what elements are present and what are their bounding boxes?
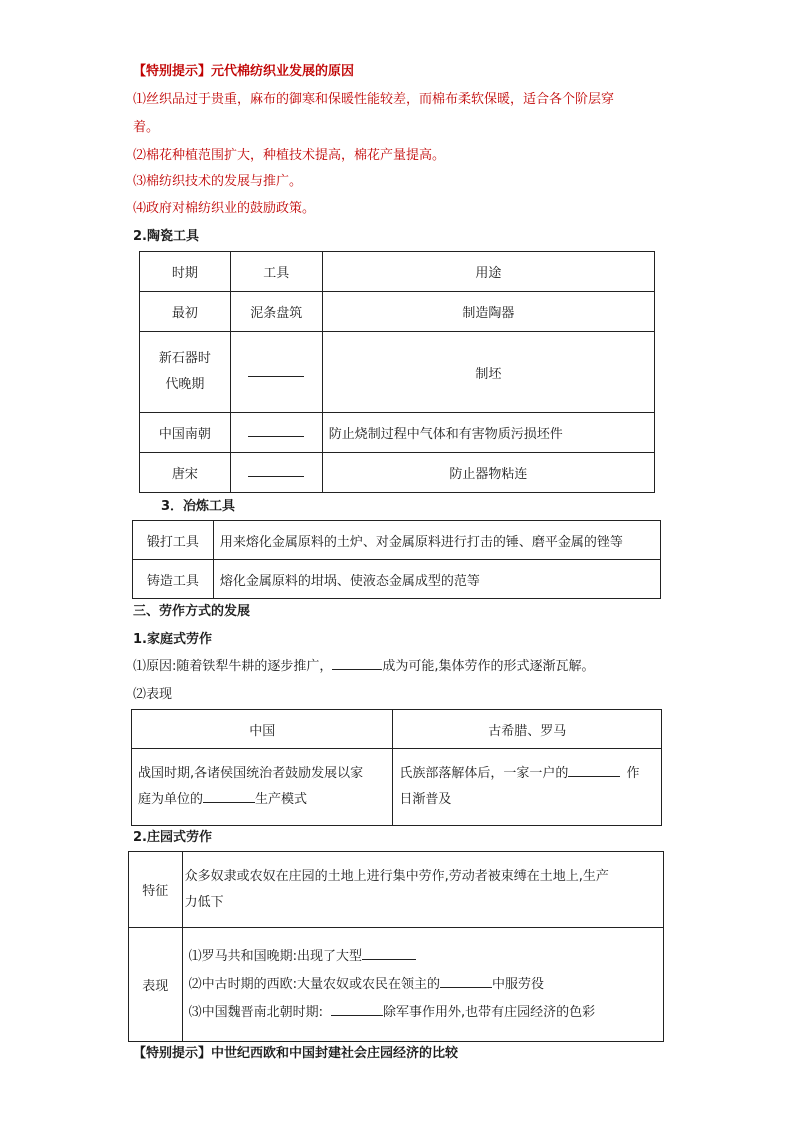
tool-name-cell: 锻打工具 (133, 521, 214, 560)
ceramic-tools-table (139, 251, 655, 493)
use-cell: 防止烧制过程中气体和有害物质污损坯件 (322, 413, 654, 453)
labor-methods-heading: 三、劳作方式的发展 (133, 604, 251, 619)
tool-cell (230, 332, 322, 413)
reason-text-post: 成为可能,集体劳作的形式逐渐瓦解。 (382, 659, 595, 674)
fill-blank[interactable] (248, 364, 304, 377)
fill-blank[interactable] (248, 424, 304, 437)
reason-text-pre: ⑴原因:随着铁犁牛耕的逐步推广， (133, 659, 333, 674)
tool-cell (230, 453, 322, 493)
table-row (140, 453, 655, 493)
table-row (133, 560, 661, 599)
family-labor-heading: 1.家庭式劳作 (133, 632, 212, 647)
table-row (140, 413, 655, 453)
greece-line-1-post: 作 (626, 766, 640, 781)
tool-cell: 泥条盘筑 (230, 292, 322, 332)
family-labor-table (131, 709, 662, 826)
smelting-tools-table (132, 520, 661, 599)
header-period: 时期 (140, 252, 231, 292)
family-labor-reason (133, 655, 595, 674)
greece-line-2: 日渐普及 (399, 792, 452, 807)
period-cell: 中国南朝 (140, 413, 231, 453)
greece-line-1-pre: 氏族部落解体后，一家一户的 (399, 766, 569, 781)
china-line-2-pre: 庭为单位的 (138, 792, 204, 807)
period-cell: 唐宋 (140, 453, 231, 493)
table-header-row (132, 710, 662, 749)
fill-blank[interactable] (248, 464, 304, 477)
tool-name-cell: 铸造工具 (133, 560, 214, 599)
header-use: 用途 (322, 252, 654, 292)
manor-labor-heading: 2.庄园式劳作 (133, 830, 212, 845)
tip1-item-3: ⑶棉纺织技术的发展与推广。 (133, 174, 303, 189)
greece-rome-cell (393, 749, 662, 826)
tip2-title: 【特别提示】中世纪西欧和中国封建社会庄园经济的比较 (133, 1046, 459, 1061)
table-row (129, 928, 664, 1042)
tip1-item-4: ⑷政府对棉纺织业的鼓励政策。 (133, 201, 316, 216)
period-cell (140, 332, 231, 413)
perf-item-2-post: 中服劳役 (491, 976, 544, 992)
table-row (129, 852, 664, 928)
table-row (140, 292, 655, 332)
manor-labor-table (128, 851, 664, 1042)
header-china: 中国 (132, 710, 393, 749)
use-cell: 制坯 (322, 332, 654, 413)
perf-item-3-pre: ⑶中国魏晋南北朝时期: (188, 1004, 323, 1020)
china-line-2-post: 生产模式 (255, 792, 308, 807)
feature-line-2: 力低下 (184, 894, 224, 910)
feature-line-1: 众多奴隶或农奴在庄园的土地上进行集中劳作,劳动者被束缚在土地上,生产 (184, 868, 609, 884)
header-greece-rome: 古希腊、罗马 (393, 710, 662, 749)
tip1-title: 【特别提示】元代棉纺织业发展的原因 (133, 64, 355, 79)
period-cell: 最初 (140, 292, 231, 332)
tool-cell (230, 413, 322, 453)
tip1-item-1-cont: 着。 (133, 120, 160, 135)
performance-label-cell: 表现 (129, 928, 183, 1042)
table-row (133, 521, 661, 560)
china-line-1: 战国时期,各诸侯国统治者鼓励发展以家 (138, 766, 364, 781)
fill-blank[interactable] (362, 947, 416, 960)
feature-cell (182, 852, 663, 928)
fill-blank[interactable] (331, 1003, 383, 1016)
family-labor-performance: ⑵表现 (133, 687, 173, 702)
ceramic-tools-heading: 2.陶瓷工具 (133, 229, 199, 244)
tip1-item-2: ⑵棉花种植范围扩大，种植技术提高，棉花产量提高。 (133, 148, 446, 163)
feature-label-cell: 特征 (129, 852, 183, 928)
period-line-2: 代晚期 (165, 377, 205, 392)
table-row (132, 749, 662, 826)
smelting-tools-heading: 3．冶炼工具 (161, 499, 236, 514)
perf-item-1: ⑴罗马共和国晚期:出现了大型 (188, 948, 362, 964)
fill-blank[interactable] (203, 790, 255, 803)
perf-item-2-pre: ⑵中古时期的西欧:大量农奴或农民在领主的 (188, 976, 440, 992)
table-row (140, 332, 655, 413)
fill-blank[interactable] (332, 657, 382, 670)
fill-blank[interactable] (440, 975, 492, 988)
period-line-1: 新石器时 (158, 351, 211, 366)
table-header-row (140, 252, 655, 292)
performance-cell (182, 928, 663, 1042)
china-cell (132, 749, 393, 826)
tool-desc-cell: 熔化金属原料的坩埚、使液态金属成型的范等 (213, 560, 660, 599)
fill-blank[interactable] (568, 764, 620, 777)
use-cell: 制造陶器 (322, 292, 654, 332)
header-tool: 工具 (230, 252, 322, 292)
perf-item-3-post: 除军事作用外,也带有庄园经济的色彩 (382, 1004, 596, 1020)
tool-desc-cell: 用来熔化金属原料的土炉、对金属原料进行打击的锤、磨平金属的锉等 (213, 521, 660, 560)
use-cell: 防止器物粘连 (322, 453, 654, 493)
tip1-item-1: ⑴丝织品过于贵重，麻布的御寒和保暖性能较差，而棉布柔软保暖，适合各个阶层穿 (133, 92, 615, 107)
